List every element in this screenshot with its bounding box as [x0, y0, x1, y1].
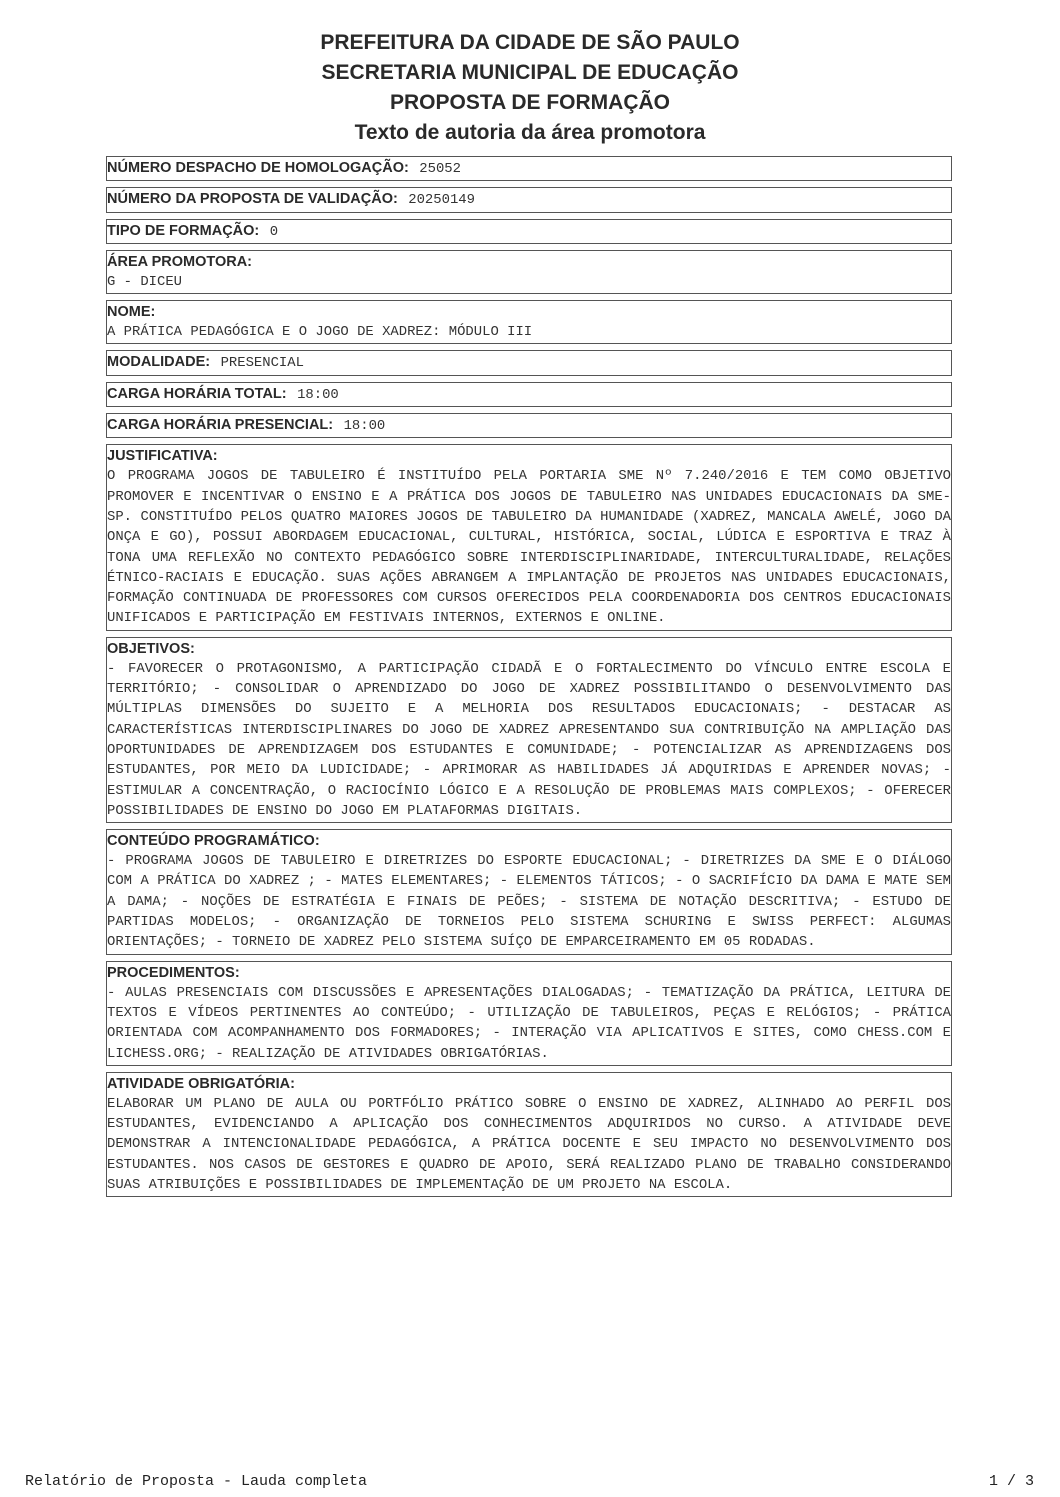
- field-label: TIPO DE FORMAÇÃO:: [107, 222, 260, 239]
- header-secretaria: SECRETARIA MUNICIPAL DE EDUCAÇÃO: [321, 61, 739, 84]
- field-atividade-obrigatoria: [106, 1072, 952, 1197]
- header-subtitle: Texto de autoria da área promotora: [354, 121, 706, 144]
- field-procedimentos: [106, 961, 952, 1066]
- field-label: CONTEÚDO PROGRAMÁTICO:: [107, 833, 320, 850]
- field-carga-total: [106, 382, 952, 407]
- field-label: JUSTIFICATIVA:: [107, 448, 218, 465]
- field-value: - AULAS PRESENCIAIS COM DISCUSSÕES E APRESENTAÇÕES DIALOGADAS; - TEMATIZAÇÃO DA PRÁTICA, LEITURA DE TEXTOS E VÍDEOS PERTINENTES AO CONTEÚDO; - UTILIZAÇÃO DE TABULEIROS, PEÇAS E RELÓGIOS; - PRÁTICA ORIENTADA COM ACOMPANHAMENTO DOS FORMADORES; - INTERAÇÃO VIA APLICATIVOS E SITES, COMO CHESS.COM E LICHESS.ORG; - REALIZAÇÃO DE ATIVIDADES OBRIGATÓRIAS.: [107, 984, 951, 1062]
- field-value: - PROGRAMA JOGOS DE TABULEIRO E DIRETRIZES DO ESPORTE EDUCACIONAL; - DIRETRIZES DA SME E O DIÁLOGO COM A PRÁTICA DO XADREZ ; - MATES ELEMENTARES; - ELEMENTOS TÁTICOS; - O SACRIFÍCIO DA DAMA E MATE SEM A DAMA; - NOÇÕES DE ESTRATÉGIA E FINAIS DE PEÕES; - SISTEMA DE NOTAÇÃO DESCRITIVA; - ESTUDO DE PARTIDAS MODELOS; - ORGANIZAÇÃO DE TORNEIOS PELO SISTEMA SCHURING E SWISS PERFECT: ALGUMAS ORIENTAÇÕES; - TORNEIO DE XADREZ PELO SISTEMA SUÍÇO DE EMPARCEIRAMENTO EM 05 RODADAS.: [107, 853, 951, 951]
- field-despacho: [106, 156, 952, 181]
- field-proposta: [106, 187, 952, 212]
- header-proposta: PROPOSTA DE FORMAÇÃO: [389, 91, 670, 114]
- field-area-promotora: [106, 250, 952, 294]
- field-label: MODALIDADE:: [107, 354, 211, 371]
- field-label: OBJETIVOS:: [107, 640, 195, 657]
- field-conteudo-programatico: [106, 829, 952, 954]
- field-value: PRESENCIAL: [220, 355, 304, 372]
- field-tipo: [106, 219, 952, 244]
- header-prefeitura: PREFEITURA DA CIDADE DE SÃO PAULO: [320, 31, 740, 54]
- field-label: ATIVIDADE OBRIGATÓRIA:: [107, 1075, 295, 1092]
- field-value: O PROGRAMA JOGOS DE TABULEIRO É INSTITUÍDO PELA PORTARIA SME Nº 7.240/2016 E TEM COMO OBJETIVO PROMOVER E INCENTIVAR O ENSINO E A PRÁTICA DOS JOGOS DE TABULEIRO NAS UNIDADES EDUCACIONAIS DA SME-SP. CONSTITUÍDO PELOS QUATRO MAIORES JOGOS DE TABULEIRO DA HUMANIDADE (XADREZ, MANCALA AWELÉ, JOGO DA ONÇA E GO), POSSUI ABORDAGEM EDUCACIONAL, CULTURAL, HISTÓRICA, SOCIAL, LÚDICA E ESPORTIVA E TRAZ À TONA UMA REFLEXÃO NO CONTEXTO PEDAGÓGICO SOBRE INTERDISCIPLINARIDADE, INTERCULTURALIDADE, RELAÇÕES ÉTNICO-RACIAIS E EDUCAÇÃO. SUAS AÇÕES ABRANGEM A IMPLANTAÇÃO DE PROJETOS NAS UNIDADES EDUCACIONAIS, FORMAÇÃO CONTINUADA DE PROFESSORES COM CURSOS OFERECIDOS PELA COORDENADORIA DOS CENTROS EDUCACIONAIS UNIFICADOS E PARTICIPAÇÃO EM FESTIVAIS INTERNOS, EXTERNOS E ONLINE.: [107, 468, 951, 627]
- field-value: 18:00: [343, 418, 386, 435]
- field-objetivos: [106, 637, 952, 823]
- field-label: NÚMERO DA PROPOSTA DE VALIDAÇÃO:: [107, 191, 398, 208]
- field-value: A PRÁTICA PEDAGÓGICA E O JOGO DE XADREZ: MÓDULO III: [107, 324, 533, 341]
- field-value: - FAVORECER O PROTAGONISMO, A PARTICIPAÇÃO CIDADÃ E O FORTALECIMENTO DO VÍNCULO ENTRE ESCOLA E TERRITÓRIO; - CONSOLIDAR O APRENDIZADO DO JOGO DE XADREZ POSSIBILITANDO O DESENVOLVIMENTO DAS MÚLTIPLAS DIMENSÕES DO SUJEITO E A MELHORIA DOS RESULTADOS EDUCACIONAIS; - DESTACAR AS CARACTERÍSTICAS INTERDISCIPLINARES DO JOGO DE XADREZ APRESENTANDO SUA CONTRIBUIÇÃO NA AMPLIAÇÃO DAS OPORTUNIDADES DE APRENDIZAGEM DOS ESTUDANTES E COMUNIDADE; - POTENCIALIZAR AS APRENDIZAGENS DOS ESTUDANTES, POR MEIO DA LUDICIDADE; - APRIMORAR AS HABILIDADES JÁ ADQUIRIDAS E APRENDER NOVAS; - ESTIMULAR A CONCENTRAÇÃO, O RACIOCÍNIO LÓGICO E A RESOLUÇÃO DE PROBLEMAS MAIS COMPLEXOS; - OFERECER POSSIBILIDADES DE ENSINO DO JOGO EM PLATAFORMAS DIGITAIS.: [107, 660, 951, 819]
- field-label: NÚMERO DESPACHO DE HOMOLOGAÇÃO:: [107, 160, 409, 176]
- field-value: 18:00: [297, 386, 339, 403]
- field-value: 0: [269, 223, 279, 240]
- field-nome: [106, 300, 952, 344]
- field-value: 25052: [419, 161, 461, 177]
- field-label: CARGA HORÁRIA TOTAL:: [107, 385, 287, 402]
- field-label: NOME:: [107, 304, 156, 321]
- field-carga-presencial: [106, 413, 952, 438]
- field-label: PROCEDIMENTOS:: [107, 964, 240, 981]
- field-value: 20250149: [408, 192, 475, 209]
- page-number: 1 / 3: [988, 1473, 1034, 1490]
- field-justificativa: [106, 444, 952, 630]
- field-label: ÁREA PROMOTORA:: [107, 253, 252, 270]
- proposal-fields: [106, 156, 952, 1203]
- field-modalidade: [106, 350, 952, 375]
- footer-title: Relatório de Proposta - Lauda completa: [25, 1473, 368, 1490]
- field-label: CARGA HORÁRIA PRESENCIAL:: [107, 417, 334, 434]
- document-header: [0, 28, 1060, 148]
- page-footer: [25, 1473, 1034, 1490]
- field-value: ELABORAR UM PLANO DE AULA OU PORTFÓLIO PRÁTICO SOBRE O ENSINO DE XADREZ, ALINHADO AO PERFIL DOS ESTUDANTES, EVIDENCIANDO A APLICAÇÃO DOS CONHECIMENTOS ADQUIRIDOS NO CURSO. A ATIVIDADE DEVE DEMONSTRAR A INTENCIONALIDADE PEDAGÓGICA, A PRÁTICA DOCENTE E SEU IMPACTO NO DESENVOLVIMENTO DOS ESTUDANTES. NOS CASOS DE GESTORES E QUADRO DE APOIO, SERÁ REALIZADO PLANO DE TRABALHO CONSIDERANDO SUAS ATRIBUIÇÕES E POSSIBILIDADES DE IMPLEMENTAÇÃO DE UM PROJETO NA ESCOLA.: [107, 1095, 951, 1193]
- field-value: G - DICEU: [107, 273, 183, 290]
